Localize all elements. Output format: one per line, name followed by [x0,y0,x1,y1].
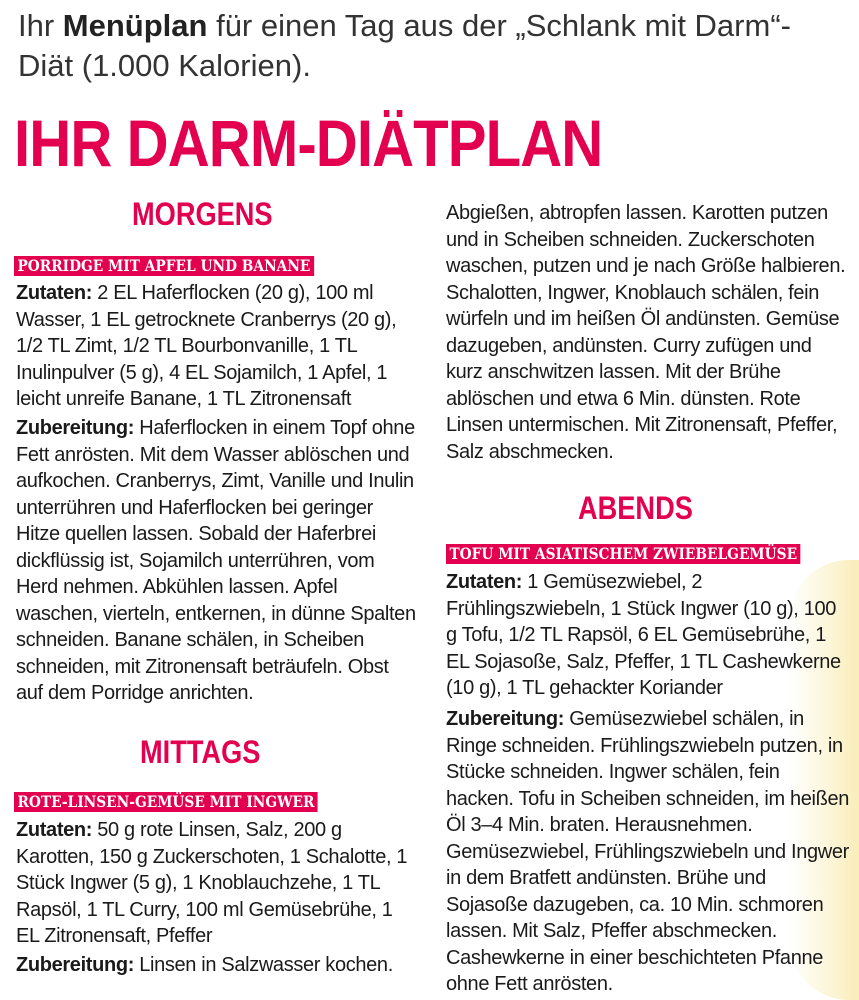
ingredients-text-noon: 50 g rote Linsen, Salz, 200 g Karotten, 150 g Zuckerschoten, 1 Schalotte, 1 Stück Ingwer (5 g), 1 Knoblauchzehe, 1 TL Rapsöl, 1 TL Curry, 100 ml Gemüsebrühe, 1 EL Zitronensaft, Pfeffer [16,819,408,947]
ingredients-morning [16,280,418,413]
recipe-title-evening: TOFU MIT ASIATISCHEM ZWIEBELGEMÜSE [446,544,801,564]
intro-prefix: Ihr [18,8,63,43]
preparation-text-noon: Linsen in Salzwasser kochen. [134,954,393,976]
ingredients-label-noon: Zutaten: [16,819,93,841]
intro-suffix: für einen Tag aus der „Schlank mit Darm“-Diät (1.000 Kalorien). [18,8,791,83]
ingredients-text-morning: 2 EL Haferflocken (20 g), 100 ml Wasser, 1 EL getrocknete Cranberrys (20 g), 1/2 TL Zimt, 1/2 TL Bourbonvanille, 1 TL Inulinpulver (5 g), 4 EL Sojamilch, 1 Apfel, 1 leicht unreife Banane, 1 TL Zitronensaft [16,282,397,410]
ingredients-evening [446,569,850,702]
recipe-title-noon: ROTE-LINSEN-GEMÜSE MIT INGWER [14,792,318,812]
page-title: IHR DARM-DIÄTPLAN [14,106,603,180]
preparation-label-noon: Zubereitung: [16,954,135,976]
section-heading-noon: MITTAGS [140,734,261,770]
preparation-label-morning: Zubereitung: [16,417,135,439]
preparation-evening [446,706,850,998]
preparation-morning [16,415,418,707]
preparation-text-morning: Haferflocken in einem Topf ohne Fett anrösten. Mit dem Wasser ablöschen und aufkochen. Cranberrys, Zimt, Vanille und Inulin unterrühren und Haferflocken bei geringer Hitze quellen lassen. Sobald der Haferbrei dickflüssig ist, Sojamilch unterrühren, vom Herd nehmen. Abkühlen lassen. Apfel waschen, vierteln, entkernen, in dünne Spalten schneiden. Banane schälen, in Scheiben schneiden, mit Zitronensaft beträufeln. Obst auf dem Porridge anrichten. [16,417,416,704]
intro-bold: Menüplan [62,8,208,43]
preparation-noon-continued: Abgießen, abtropfen lassen. Karotten putzen und in Scheiben schneiden. Zuckerschoten waschen, putzen und je nach Größe halbieren. Schalotten, Ingwer, Knoblauch schälen, fein würfeln und im heißen Öl andünsten. Gemüse dazugeben, andünsten. Curry zufügen und kurz anschwitzen lassen. Mit der Brühe ablöschen und etwa 6 Min. dünsten. Rote Linsen untermischen. Mit Zitronensaft, Pfeffer, Salz abschmecken. [446,202,846,463]
intro-text [18,6,838,86]
recipe-title-morning: PORRIDGE MIT APFEL UND BANANE [14,256,314,276]
ingredients-label-morning: Zutaten: [16,282,93,304]
preparation-text-evening: Gemüsezwiebel schälen, in Ringe schneiden. Frühlingszwiebeln putzen, in Stücke schneiden. Ingwer schälen, fein hacken. Tofu in Scheiben schneiden, im heißen Öl 3–4 Min. braten. Herausnehmen. Gemüsezwiebel, Frühlingszwiebeln und Ingwer in dem Bratfett andünsten. Brühe und Sojasoße dazugeben, ca. 10 Min. schmoren lassen. Mit Salz, Pfeffer abschmecken. Cashewkerne in einer beschichteten Pfanne ohne Fett anrösten. [446,708,850,995]
ingredients-noon [16,817,418,950]
ingredients-text-evening: 1 Gemüsezwiebel, 2 Frühlingszwiebeln, 1 Stück Ingwer (10 g), 100 g Tofu, 1/2 TL Rapsöl, 6 EL Gemüsebrühe, 1 EL Sojasoße, Salz, Pfeffer, 1 TL Cashewkerne (10 g), 1 TL gehackter Koriander [446,571,841,699]
section-heading-morning: MORGENS [132,196,273,232]
preparation-noon [16,952,418,979]
ingredients-label-evening: Zutaten: [446,571,523,593]
preparation-label-evening: Zubereitung: [446,708,565,730]
section-heading-evening: ABENDS [578,490,693,526]
